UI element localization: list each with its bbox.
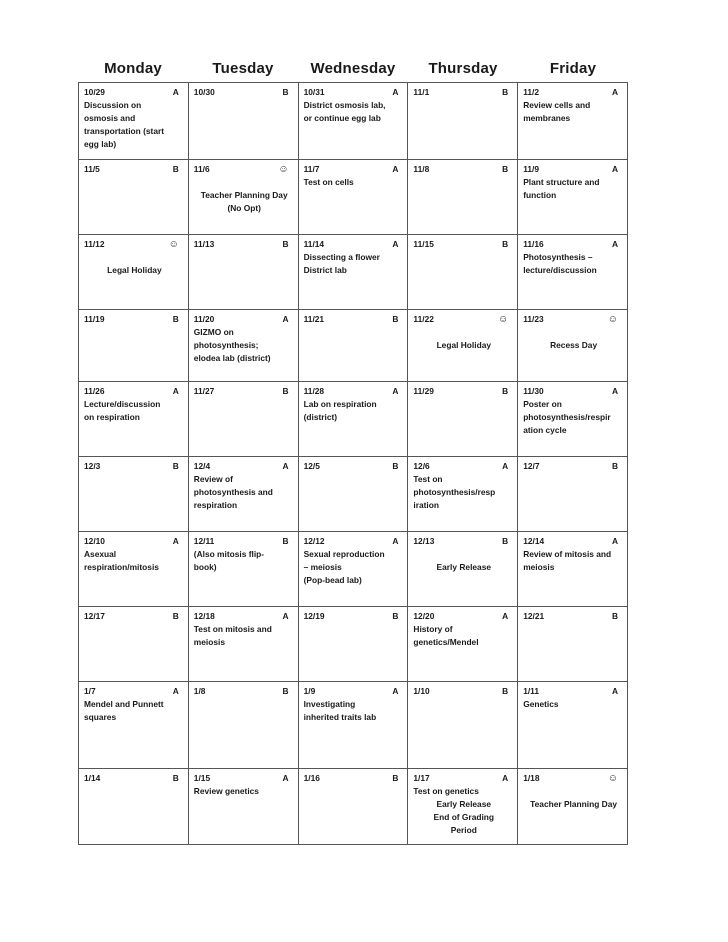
day-event-text: Legal Holiday: [107, 265, 162, 275]
date-label: 12/18: [193, 611, 215, 621]
day-cell-header: [523, 685, 624, 698]
date-label: 11/15: [413, 239, 434, 249]
day-cell-header: [194, 86, 295, 99]
day-type-letter: B: [172, 461, 179, 471]
day-cell-header: [194, 460, 295, 473]
day-cell: [408, 382, 518, 457]
day-cell: [298, 235, 408, 310]
date-label: 11/1: [413, 87, 430, 97]
day-type-letter: A: [392, 386, 399, 396]
day-event-text: (No Opt): [227, 203, 261, 213]
day-cell: [518, 235, 628, 310]
date-label: 11/5: [84, 164, 100, 174]
day-cell: [518, 310, 628, 382]
day-cell-header: [194, 238, 295, 251]
day-event-text: or continue egg lab: [303, 113, 381, 123]
day-cell: [79, 532, 189, 607]
day-cell-header: [413, 610, 514, 623]
day-cell-header: [413, 238, 514, 251]
day-cell: [408, 769, 518, 845]
date-label: 11/23: [523, 314, 544, 324]
date-label: 12/13: [413, 536, 435, 546]
day-cell-header: [304, 385, 405, 398]
day-cell-header: [304, 535, 405, 548]
day-event-text: (Also mitosis flip-: [193, 549, 265, 559]
day-cell-header: [194, 772, 295, 785]
day-event-text: Test on cells: [303, 177, 354, 187]
date-label: 12/10: [84, 536, 105, 546]
day-event-text: Early Release: [436, 562, 492, 572]
day-cell: [188, 160, 298, 235]
date-label: 12/11: [193, 536, 215, 546]
day-cell-header: [194, 385, 295, 398]
day-event-text: Teacher Planning Day: [530, 799, 618, 809]
date-label: 1/9: [303, 686, 316, 696]
date-label: 12/5: [303, 461, 320, 471]
date-label: 1/7: [84, 686, 96, 696]
day-event-text: GIZMO on: [193, 327, 234, 337]
day-event-text: meiosis: [523, 562, 555, 572]
day-event-text: Period: [450, 825, 477, 835]
day-cell: [79, 682, 189, 769]
day-cell-header: [413, 535, 514, 548]
day-event-text: [523, 785, 624, 798]
day-type-letter: A: [392, 686, 399, 696]
day-cell: [298, 682, 408, 769]
day-type-letter: A: [282, 314, 289, 324]
day-cell-header: [413, 685, 514, 698]
date-label: 12/19: [303, 611, 325, 621]
day-cell: [518, 457, 628, 532]
day-cell: [188, 83, 298, 160]
date-label: 12/21: [523, 611, 545, 621]
day-event-text: photosynthesis;: [193, 340, 259, 350]
day-cell: [408, 160, 518, 235]
date-label: 11/28: [303, 386, 325, 396]
day-cell-header: [413, 313, 514, 326]
date-label: 11/16: [523, 239, 544, 249]
day-type-letter: B: [172, 164, 179, 174]
date-label: 1/15: [193, 773, 211, 783]
date-label: 11/9: [523, 164, 540, 174]
day-type-letter: A: [172, 536, 179, 546]
day-cell: [188, 382, 298, 457]
day-cell-header: [304, 313, 405, 326]
day-cell: [518, 769, 628, 845]
day-type-letter: A: [392, 239, 399, 249]
day-type-letter: A: [611, 386, 618, 396]
day-type-letter: A: [172, 87, 179, 97]
day-cell: [79, 607, 189, 682]
day-event-text: History of: [413, 624, 453, 634]
day-cell-header: [84, 460, 185, 473]
day-cell-header: [523, 610, 624, 623]
day-event-text: Legal Holiday: [436, 340, 492, 350]
day-cell: [298, 83, 408, 160]
day-cell-header: [304, 685, 405, 698]
day-type-letter: B: [172, 314, 179, 324]
header-monday: Monday: [104, 60, 162, 77]
day-type-letter: A: [282, 773, 289, 783]
day-event-text: photosynthesis and: [193, 487, 273, 497]
day-event-text: function: [523, 190, 557, 200]
date-label: 10/31: [303, 87, 325, 97]
day-cell: [188, 457, 298, 532]
day-cell-header: [194, 163, 295, 176]
day-event-text: photosynthesis/resp: [413, 487, 496, 497]
day-event-text: District osmosis lab,: [303, 100, 386, 110]
day-event-text: Teacher Planning Day: [200, 190, 288, 200]
day-cell: [188, 682, 298, 769]
day-cell: [298, 160, 408, 235]
day-type-letter: B: [282, 239, 289, 249]
day-event-text: ation cycle: [523, 425, 567, 435]
day-cell-header: [84, 535, 185, 548]
smiley-icon: ☺: [278, 164, 289, 175]
day-type-letter: A: [611, 87, 618, 97]
day-cell: [188, 607, 298, 682]
smiley-icon: ☺: [497, 314, 509, 325]
day-cell: [79, 382, 189, 457]
day-event-text: lecture/discussion: [523, 265, 597, 275]
day-event-text: Test on: [413, 474, 443, 484]
day-event-text: [413, 326, 514, 339]
day-cell-header: [523, 535, 624, 548]
day-event-text: Genetics: [523, 699, 559, 709]
date-label: 12/14: [523, 536, 545, 546]
date-label: 12/17: [84, 611, 105, 621]
day-type-letter: A: [502, 773, 509, 783]
week-row: [79, 382, 628, 457]
date-label: 11/19: [84, 314, 105, 324]
day-cell-header: [304, 772, 405, 785]
day-cell-header: [194, 535, 295, 548]
day-cell: [298, 382, 408, 457]
smiley-icon: ☺: [607, 773, 618, 784]
date-label: 11/14: [303, 239, 325, 249]
day-type-letter: B: [282, 686, 289, 696]
day-type-letter: B: [392, 314, 399, 324]
day-cell: [298, 532, 408, 607]
day-event-text: respiration/mitosis: [84, 562, 159, 572]
day-type-letter: A: [611, 239, 618, 249]
day-cell: [79, 235, 189, 310]
schedule-table: [78, 82, 628, 845]
day-event-text: Photosynthesis –: [523, 252, 593, 262]
day-event-text: Review cells and: [523, 100, 591, 110]
day-cell-header: [304, 460, 405, 473]
date-label: 12/20: [413, 611, 435, 621]
date-label: 11/6: [193, 164, 210, 174]
day-event-text: book): [193, 562, 217, 572]
week-row: [79, 607, 628, 682]
week-row: [79, 310, 628, 382]
week-row: [79, 160, 628, 235]
week-row: [79, 457, 628, 532]
day-type-letter: B: [392, 461, 399, 471]
day-type-letter: B: [392, 773, 399, 783]
date-label: 1/18: [523, 773, 540, 783]
day-cell: [188, 769, 298, 845]
day-type-letter: A: [172, 386, 179, 396]
day-cell: [518, 160, 628, 235]
day-type-letter: B: [611, 611, 618, 621]
day-event-text: [84, 251, 185, 264]
date-label: 10/30: [193, 87, 215, 97]
day-cell: [518, 682, 628, 769]
day-event-text: (Pop-bead lab): [303, 575, 362, 585]
day-event-text: on respiration: [84, 412, 140, 422]
week-row: [79, 83, 628, 160]
day-type-letter: B: [282, 386, 289, 396]
day-cell: [518, 607, 628, 682]
day-event-text: photosynthesis/respir: [523, 412, 611, 422]
day-cell-header: [304, 163, 405, 176]
smiley-icon: ☺: [168, 239, 179, 250]
day-event-text: osmosis and: [84, 113, 136, 123]
date-label: 11/8: [413, 164, 430, 174]
week-row: [79, 682, 628, 769]
day-type-letter: A: [392, 164, 399, 174]
day-type-letter: B: [282, 87, 289, 97]
date-label: 11/22: [413, 314, 434, 324]
day-type-letter: B: [502, 164, 509, 174]
date-label: 12/3: [84, 461, 101, 471]
day-cell: [188, 235, 298, 310]
day-event-text: squares: [84, 712, 117, 722]
day-cell: [298, 310, 408, 382]
date-label: 1/11: [523, 686, 540, 696]
day-cell-header: [304, 86, 405, 99]
day-cell: [408, 83, 518, 160]
day-cell: [188, 310, 298, 382]
day-type-letter: B: [611, 461, 618, 471]
day-event-text: egg lab): [84, 139, 117, 149]
day-type-letter: A: [392, 87, 399, 97]
day-event-text: Poster on: [523, 399, 562, 409]
day-cell: [408, 235, 518, 310]
day-cell-header: [523, 772, 624, 785]
date-label: 12/4: [193, 461, 211, 471]
day-type-letter: B: [172, 611, 179, 621]
day-type-letter: B: [172, 773, 179, 783]
day-cell-header: [84, 313, 185, 326]
day-type-letter: B: [502, 536, 509, 546]
day-cell: [518, 532, 628, 607]
day-cell: [298, 457, 408, 532]
day-type-letter: A: [392, 536, 399, 546]
day-type-letter: B: [282, 536, 289, 546]
day-cell-header: [304, 238, 405, 251]
date-label: 1/8: [193, 686, 206, 696]
day-event-text: inherited traits lab: [303, 712, 377, 722]
day-cell-header: [413, 385, 514, 398]
header-friday: Friday: [549, 60, 597, 77]
week-row: [79, 769, 628, 845]
date-label: 10/29: [84, 87, 105, 97]
day-type-letter: B: [392, 611, 399, 621]
day-cell: [188, 532, 298, 607]
day-cell: [408, 607, 518, 682]
day-event-text: [194, 176, 295, 189]
day-cell-header: [523, 238, 624, 251]
day-cell: [408, 532, 518, 607]
day-cell-header: [304, 610, 405, 623]
day-event-text: iration: [413, 500, 439, 510]
day-type-letter: A: [611, 164, 618, 174]
weekday-header-row: [78, 56, 628, 82]
day-cell-header: [194, 610, 295, 623]
day-type-letter: A: [172, 686, 179, 696]
header-tuesday: Tuesday: [212, 60, 274, 77]
day-event-text: Discussion on: [84, 100, 142, 110]
day-type-letter: A: [282, 461, 289, 471]
day-cell: [79, 83, 189, 160]
day-event-text: (district): [303, 412, 338, 422]
day-cell-header: [84, 163, 185, 176]
date-label: 11/2: [523, 87, 540, 97]
day-event-text: Dissecting a flower: [303, 252, 380, 262]
day-cell: [408, 310, 518, 382]
day-event-text: membranes: [523, 113, 571, 123]
day-cell-header: [84, 86, 185, 99]
day-cell-header: [194, 313, 295, 326]
header-thursday: Thursday: [428, 60, 498, 77]
date-label: 12/12: [303, 536, 325, 546]
day-event-text: End of Grading: [433, 812, 495, 822]
day-cell-header: [84, 385, 185, 398]
day-event-text: genetics/Mendel: [413, 637, 479, 647]
day-cell: [298, 607, 408, 682]
date-label: 11/13: [193, 239, 215, 249]
week-row: [79, 235, 628, 310]
date-label: 11/21: [303, 314, 325, 324]
date-label: 1/10: [413, 686, 430, 696]
day-event-text: Mendel and Punnett: [84, 699, 164, 709]
day-cell-header: [84, 238, 185, 251]
day-event-text: Investigating: [303, 699, 356, 709]
day-event-text: Test on mitosis and: [193, 624, 272, 634]
day-type-letter: B: [502, 87, 509, 97]
day-type-letter: A: [502, 611, 509, 621]
smiley-icon: ☺: [607, 314, 618, 325]
date-label: 11/26: [84, 386, 105, 396]
day-event-text: Review of: [193, 474, 233, 484]
day-event-text: [523, 326, 624, 339]
day-cell-header: [413, 86, 514, 99]
day-cell: [79, 160, 189, 235]
day-cell-header: [523, 313, 624, 326]
day-cell-header: [413, 460, 514, 473]
day-cell: [408, 457, 518, 532]
day-event-text: Lab on respiration: [303, 399, 377, 409]
day-cell-header: [523, 385, 624, 398]
day-event-text: – meiosis: [303, 562, 342, 572]
day-cell: [79, 769, 189, 845]
day-type-letter: A: [502, 461, 509, 471]
header-wednesday: Wednesday: [310, 60, 396, 77]
day-cell-header: [84, 610, 185, 623]
date-label: 11/12: [84, 239, 105, 249]
day-cell-header: [413, 163, 514, 176]
day-event-text: respiration: [193, 500, 238, 510]
date-label: 11/29: [413, 386, 434, 396]
day-cell-header: [523, 163, 624, 176]
day-type-letter: A: [611, 686, 618, 696]
day-cell: [408, 682, 518, 769]
date-label: 11/7: [303, 164, 320, 174]
day-event-text: elodea lab (district): [193, 353, 271, 363]
date-label: 11/30: [523, 386, 544, 396]
day-cell: [518, 382, 628, 457]
calendar-page: [78, 56, 628, 845]
day-type-letter: B: [502, 386, 509, 396]
date-label: 1/16: [303, 773, 320, 783]
day-type-letter: A: [282, 611, 289, 621]
day-cell-header: [413, 772, 514, 785]
day-event-text: Recess Day: [550, 340, 598, 350]
day-type-letter: A: [611, 536, 618, 546]
date-label: 11/20: [193, 314, 215, 324]
date-label: 12/6: [413, 461, 430, 471]
day-event-text: meiosis: [193, 637, 225, 647]
week-row: [79, 532, 628, 607]
day-event-text: Lecture/discussion: [84, 399, 161, 409]
day-type-letter: B: [502, 686, 509, 696]
day-event-text: Review of mitosis and: [523, 549, 612, 559]
day-cell-header: [523, 460, 624, 473]
day-event-text: Plant structure and: [523, 177, 600, 187]
day-cell: [79, 457, 189, 532]
date-label: 1/17: [413, 773, 430, 783]
day-type-letter: B: [502, 239, 509, 249]
day-event-text: Test on genetics: [413, 786, 479, 796]
date-label: 12/7: [523, 461, 540, 471]
day-cell: [298, 769, 408, 845]
day-event-text: [413, 548, 514, 561]
day-event-text: Review genetics: [193, 786, 259, 796]
day-event-text: transportation (start: [84, 126, 165, 136]
date-label: 11/27: [193, 386, 215, 396]
day-event-text: Sexual reproduction: [303, 549, 385, 559]
day-cell: [79, 310, 189, 382]
day-cell-header: [84, 772, 185, 785]
day-cell-header: [84, 685, 185, 698]
day-event-text: District lab: [303, 265, 347, 275]
day-cell: [518, 83, 628, 160]
day-event-text: Asexual: [84, 549, 117, 559]
day-cell-header: [194, 685, 295, 698]
day-event-text: Early Release: [436, 799, 492, 809]
date-label: 1/14: [84, 773, 101, 783]
day-cell-header: [523, 86, 624, 99]
